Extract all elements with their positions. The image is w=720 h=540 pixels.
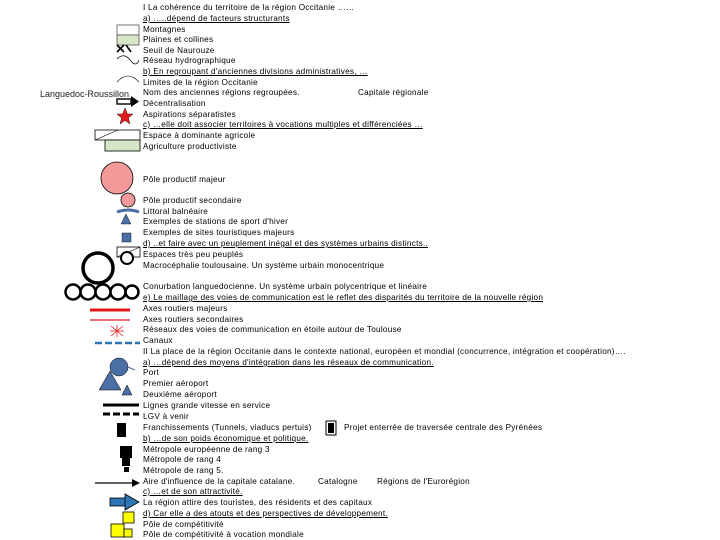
legend-line-23: e) Le maillage des voies de communication est le reflet des disparités du territoire de la nouvelle région <box>143 293 544 302</box>
region-label-languedoc-roussillon: Languedoc-Roussillon <box>40 89 130 99</box>
legend-line-11: c) …elle doit associer territoires à vocations multiples et différenciées … <box>143 120 423 129</box>
world-competitiveness-pole-symbol <box>111 524 124 537</box>
decentralisation-arrow-symbol <box>117 96 139 107</box>
competitiveness-pole-symbol <box>123 512 134 523</box>
legend-line-15: Pôle productif secondaire <box>143 196 242 205</box>
world-competitiveness-pole-small <box>124 529 132 537</box>
tourist-site-symbol <box>122 233 131 242</box>
legend-line-36: b) …de son poids économique et politique. <box>143 434 309 443</box>
legend-line-34: LGV à venir <box>143 412 189 421</box>
legend-line-18: Exemples de sites touristiques majeurs <box>143 228 295 237</box>
legend-line-42: La région attire des touristes, des résidents et des capitaux <box>143 498 373 507</box>
legend-line-30: Port <box>143 368 160 377</box>
legend-line-33: Lignes grande vitesse en service <box>143 401 271 410</box>
legend-line-14: Pôle productif majeur <box>143 175 226 184</box>
legend-line-35: Franchissements (Tunnels, viaducs pertuis) <box>143 423 312 432</box>
rank4-metropolis-symbol <box>122 458 130 466</box>
legend-line-41: c) …et de son attractivité. <box>143 487 243 496</box>
legend-line-10: Aspirations séparatistes <box>143 110 236 119</box>
macrocephaly-symbol <box>83 253 113 283</box>
port-arrow <box>128 367 135 370</box>
mountains-symbol <box>117 25 139 35</box>
conurbation-symbol <box>66 285 139 300</box>
legend-line-6: b) En regroupant d'anciennes divisions administratives, … <box>143 67 368 76</box>
catalan-influence-symbol <box>95 479 140 487</box>
legend-extra-label-3: Régions de l'Eurorégion <box>377 477 470 486</box>
river-symbol <box>117 56 139 64</box>
naurouze-symbol <box>117 45 131 52</box>
legend-extra-label-1: Projet enterrée de traversée centrale des Pyrénées <box>344 423 543 432</box>
legend-line-39: Métropole de rang 5. <box>143 466 224 475</box>
legend-line-26: Réseaux des voies de communication en étoile autour de Toulouse <box>143 325 402 334</box>
legend-line-2: Montagnes <box>143 25 186 34</box>
agricultural-space-symbol <box>95 130 140 140</box>
region-limit-symbol <box>117 76 139 82</box>
attractiveness-arrow-symbol <box>110 494 139 510</box>
macrocephaly-small-circle <box>121 252 133 264</box>
legend-line-24: Axes routiers majeurs <box>143 304 228 313</box>
legend-line-7: Limites de la région Occitanie <box>143 78 258 87</box>
legend-extra-label-0: Capitale régionale <box>358 88 429 97</box>
legend-line-19: d) ..et faire avec un peuplement inégal et des systèmes urbains distincts.. <box>143 239 428 248</box>
legend-line-45: Pôle de compétitivité à vocation mondiale <box>143 530 304 539</box>
legend-line-31: Premier aéroport <box>143 379 209 388</box>
plains-symbol <box>117 35 139 45</box>
productivist-agriculture-symbol <box>105 140 140 151</box>
legend-line-22: Conurbation languedocienne. Un système urbain polycentrique et linéaire <box>143 282 428 291</box>
pyrenees-tunnel-symbol <box>326 421 336 435</box>
legend-line-17: Exemples de stations de sport d'hiver <box>143 217 289 226</box>
legend-line-21: Macrocéphalie toulousaine. Un système urbain monocentrique <box>143 261 385 270</box>
port-symbol <box>110 358 128 376</box>
legend-line-20: Espaces très peu peuplés <box>143 250 244 259</box>
major-productive-pole-symbol <box>101 162 133 194</box>
legend-line-43: d) Car elle a des atouts et des perspectives de développement. <box>143 509 388 518</box>
legend-line-25: Axes routiers secondaires <box>143 315 244 324</box>
legend-line-13: Agriculture productiviste <box>143 142 237 151</box>
star-network-symbol <box>110 325 124 337</box>
legend-line-8: Nom des anciennes régions regroupées. <box>143 88 300 97</box>
legend-line-0: I La cohérence du territoire de la région Occitanie …… <box>143 3 355 12</box>
legend-line-5: Réseau hydrographique <box>143 56 236 65</box>
legend-line-28: II La place de la région Occitanie dans le contexte national, européen et mondial (concurrence, intégration et coopération)…. <box>143 347 626 356</box>
seaside-symbol <box>117 210 139 212</box>
ski-resort-symbol <box>121 214 131 224</box>
legend-line-32: Deuxième aéroport <box>143 390 217 399</box>
rank5-metropolis-symbol <box>124 467 129 472</box>
legend-line-3: Plaines et collines <box>143 35 214 44</box>
legend-line-29: a) …dépend des moyens d'intégration dans les réseaux de communication. <box>143 358 434 367</box>
legend-line-37: Métropole européenne de rang 3 <box>143 445 270 454</box>
rank3-metropolis-symbol <box>120 446 132 458</box>
legend-line-44: Pôle de compétitivité <box>143 520 224 529</box>
legend-line-9: Décentralisation <box>143 99 206 108</box>
second-airport-symbol <box>122 385 132 395</box>
legend-line-4: Seuil de Naurouze <box>143 46 215 55</box>
legend-extra-label-2: Catalogne <box>318 477 358 486</box>
legend-line-27: Canaux <box>143 336 173 345</box>
separatist-star-symbol <box>117 108 133 124</box>
secondary-productive-pole-symbol <box>121 193 135 207</box>
legend-line-38: Métropole de rang 4 <box>143 455 222 464</box>
legend-line-40: Aire d'influence de la capitale catalane. <box>143 477 296 486</box>
legend-line-16: Littoral balnéaire <box>143 207 209 216</box>
legend-line-12: Espace à dominante agricole <box>143 131 256 140</box>
crossing-symbol <box>117 423 126 437</box>
legend-line-1: a) …..dépend de facteurs structurants <box>143 14 290 23</box>
